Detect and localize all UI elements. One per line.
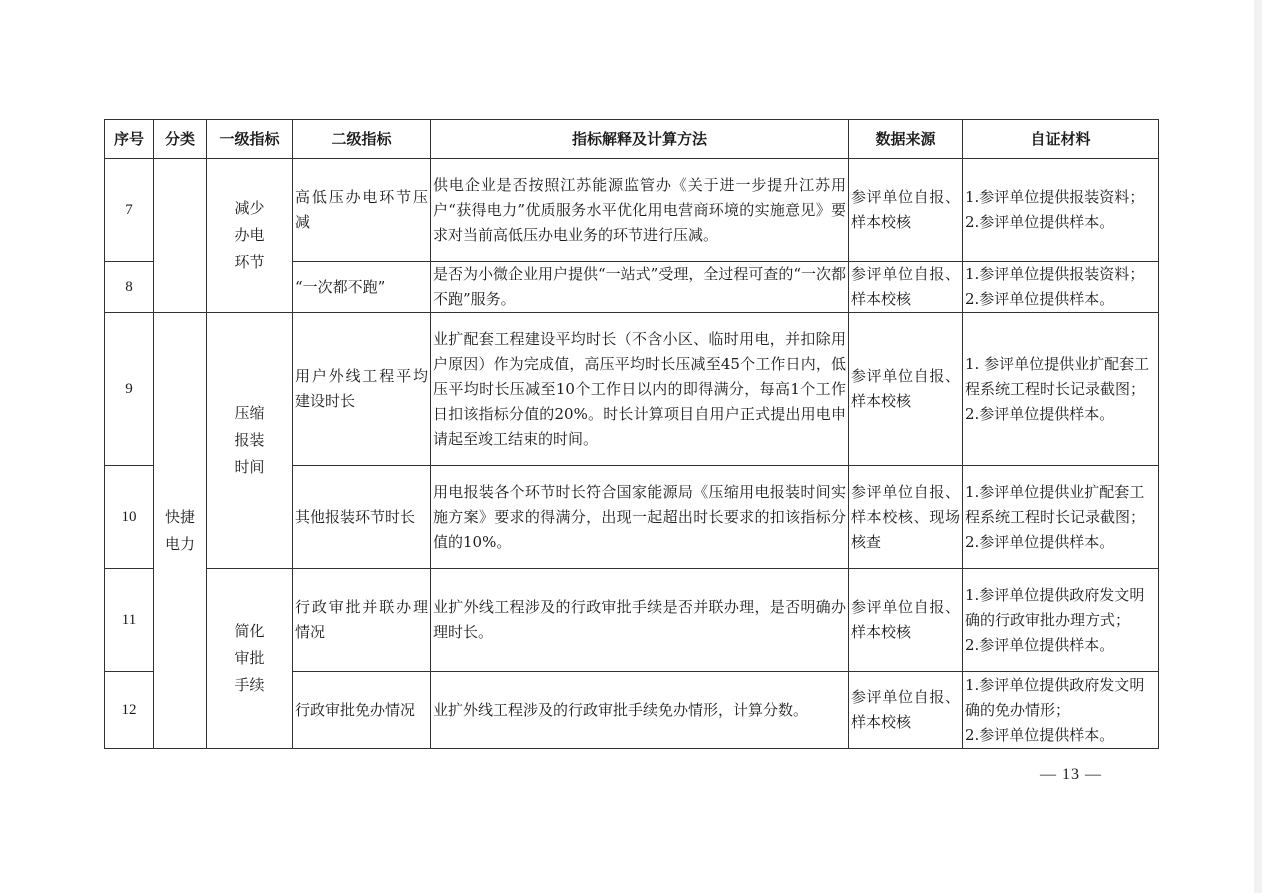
header-serial: 序号 bbox=[105, 120, 154, 159]
evidence-cell: 1.参评单位提供政府发文明确的行政审批办理方式； 2.参评单位提供样本。 bbox=[963, 569, 1159, 672]
header-level1: 一级指标 bbox=[207, 120, 293, 159]
level1-cell bbox=[207, 313, 293, 569]
evidence-cell: 1. 参评单位提供业扩配套工程系统工程时长记录截图； 2.参评单位提供样本。 bbox=[963, 313, 1159, 466]
category-cell-empty bbox=[154, 159, 207, 313]
method-cell: 是否为小微企业用户提供“一站式”受理，全过程可查的“一次都不跑”服务。 bbox=[431, 262, 849, 313]
evidence-cell: 1.参评单位提供政府发文明确的免办情形； 2.参评单位提供样本。 bbox=[963, 672, 1159, 749]
row-number: 11 bbox=[105, 569, 154, 672]
row-number: 8 bbox=[105, 262, 154, 313]
category-cell bbox=[154, 313, 207, 749]
method-cell: 业扩配套工程建设平均时长（不含小区、临时用电，并扣除用户原因）作为完成值，高压平均时长压减至45个工作日内，低压平均时长压减至10个工作日以内的即得满分，每高1个工作日扣该指标分值的20%。时长计算项目自用户正式提出用电申请起至竣工结束的时间。 bbox=[431, 313, 849, 466]
table-row bbox=[105, 159, 1159, 262]
evidence-cell: 1.参评单位提供业扩配套工程系统工程时长记录截图； 2.参评单位提供样本。 bbox=[963, 466, 1159, 569]
header-category: 分类 bbox=[154, 120, 207, 159]
evidence-cell: 1.参评单位提供报装资料； 2.参评单位提供样本。 bbox=[963, 262, 1159, 313]
evidence-cell: 1.参评单位提供报装资料； 2.参评单位提供样本。 bbox=[963, 159, 1159, 262]
method-cell: 供电企业是否按照江苏能源监管办《关于进一步提升江苏用户“获得电力”优质服务水平优化用电营商环境的实施意见》要求对当前高低压办电业务的环节进行压减。 bbox=[431, 159, 849, 262]
level1-cell bbox=[207, 159, 293, 313]
source-cell: 参评单位自报、样本校核 bbox=[849, 313, 963, 466]
header-level2: 二级指标 bbox=[293, 120, 431, 159]
header-method: 指标解释及计算方法 bbox=[431, 120, 849, 159]
header-source: 数据来源 bbox=[849, 120, 963, 159]
level1-label: 简化 审批 手续 bbox=[234, 622, 265, 694]
method-cell: 业扩外线工程涉及的行政审批手续是否并联办理，是否明确办理时长。 bbox=[431, 569, 849, 672]
category-label: 快捷 电力 bbox=[164, 507, 195, 553]
page-number: — 13 — bbox=[1040, 766, 1102, 783]
level1-label: 压缩 报装 时间 bbox=[234, 404, 265, 476]
level2-cell: 其他报装环节时长 bbox=[293, 466, 431, 569]
level2-cell: 高低压办电环节压减 bbox=[293, 159, 431, 262]
source-cell: 参评单位自报、样本校核 bbox=[849, 569, 963, 672]
source-cell: 参评单位自报、样本校核 bbox=[849, 262, 963, 313]
row-number: 10 bbox=[105, 466, 154, 569]
level1-label: 减少 办电 环节 bbox=[234, 199, 265, 271]
table-row bbox=[105, 569, 1159, 672]
table-header-row bbox=[105, 120, 1159, 159]
page-edge-shadow bbox=[1254, 0, 1262, 893]
level2-cell: 行政审批免办情况 bbox=[293, 672, 431, 749]
indicator-table bbox=[104, 119, 1159, 749]
row-number: 12 bbox=[105, 672, 154, 749]
table-row bbox=[105, 313, 1159, 466]
row-number: 7 bbox=[105, 159, 154, 262]
level1-cell bbox=[207, 569, 293, 749]
row-number: 9 bbox=[105, 313, 154, 466]
source-cell: 参评单位自报、样本校核 bbox=[849, 159, 963, 262]
header-evidence: 自证材料 bbox=[963, 120, 1159, 159]
level2-cell: 行政审批并联办理情况 bbox=[293, 569, 431, 672]
method-cell: 用电报装各个环节时长符合国家能源局《压缩用电报装时间实施方案》要求的得满分，出现一起超出时长要求的扣该指标分值的10%。 bbox=[431, 466, 849, 569]
method-cell: 业扩外线工程涉及的行政审批手续免办情形，计算分数。 bbox=[431, 672, 849, 749]
source-cell: 参评单位自报、样本校核 bbox=[849, 672, 963, 749]
source-cell: 参评单位自报、样本校核、现场核查 bbox=[849, 466, 963, 569]
level2-cell: 用户外线工程平均建设时长 bbox=[293, 313, 431, 466]
level2-cell: “一次都不跑” bbox=[293, 262, 431, 313]
